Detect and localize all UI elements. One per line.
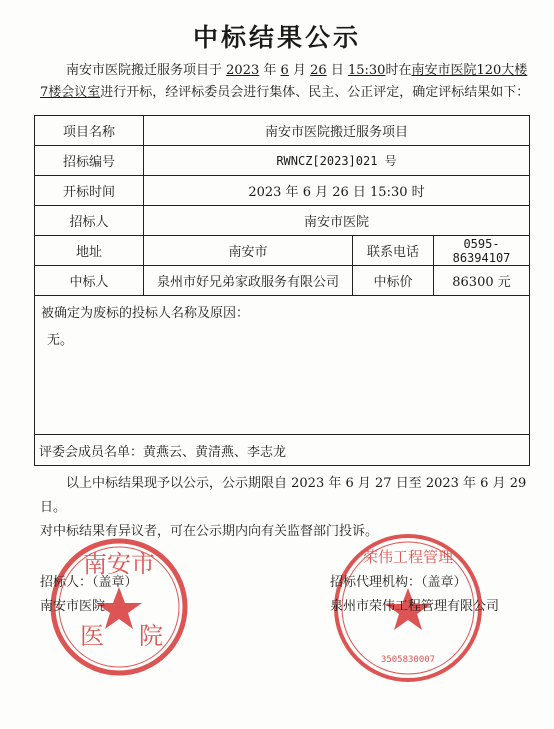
open-time-value: 2023 年 6 月 26 日 15:30 时 (144, 176, 530, 206)
winner-value: 泉州市好兄弟家政服务有限公司 (144, 266, 353, 296)
tenderer-value: 南安市医院 (144, 206, 530, 236)
members-value: 黄燕云、黄清燕、李志龙 (143, 444, 287, 460)
svg-text:南安市: 南安市 (83, 550, 155, 578)
svg-text:医: 医 (80, 622, 104, 650)
winner-label: 中标人 (35, 266, 144, 296)
page-title: 中标结果公示 (192, 23, 361, 52)
table-row (35, 146, 530, 176)
price-value: 86300 元 (434, 266, 530, 296)
project-label: 项目名称 (35, 116, 144, 146)
notice-objection: 对中标结果有异议者，可在公示期内向有关监督部门投诉。 (40, 524, 379, 539)
intro-paragraph (40, 60, 532, 104)
project-value: 南安市医院搬迁服务项目 (144, 116, 530, 146)
price-label: 中标价 (353, 266, 434, 296)
intro-part1: 南安市医院搬迁服务项目于 (66, 63, 223, 78)
tenderer-name: 南安市医院 (40, 599, 106, 614)
open-time-label: 开标时间 (35, 176, 144, 206)
intro-day-unit: 日 (330, 63, 344, 78)
void-bid-value: 无。 (47, 333, 74, 348)
code-value: RWNCZ[2023]021 号 (144, 146, 530, 176)
void-bid-cell (35, 296, 530, 435)
agent-name: 泉州市荣伟工程管理有限公司 (330, 599, 500, 614)
table-row (35, 296, 530, 435)
table-row (35, 176, 530, 206)
intro-month-unit: 月 (292, 63, 306, 78)
code-label: 招标编号 (35, 146, 144, 176)
members-cell (35, 435, 530, 466)
intro-day: 26 (310, 63, 327, 78)
tenderer-signature (40, 571, 138, 619)
intro-place: 南安市医院120大楼7楼会议室 (40, 63, 528, 100)
table-row (35, 435, 530, 466)
tenderer-label: 招标人 (35, 206, 144, 236)
notice-period: 以上中标结果现予以公示，公示期限自 2023 年 6 月 27 日至 2023 年 6 月 29 日。 (40, 476, 527, 515)
svg-text:荣伟工程管理: 荣伟工程管理 (362, 548, 454, 566)
table-row (35, 206, 530, 236)
intro-part2: 进行开标，经评标委员会进行集体、民主、公正评定，确定评标结果如下： (100, 85, 530, 100)
table-row (35, 236, 530, 266)
tenderer-seal-label: 招标人：（盖章） (40, 575, 138, 590)
intro-month: 6 (280, 63, 289, 78)
void-bid-label: 被确定为废标的投标人名称及原因： (41, 306, 250, 321)
table-row (35, 266, 530, 296)
result-table (34, 115, 530, 466)
table-row (35, 116, 530, 146)
svg-text:3505830007: 3505830007 (380, 655, 436, 665)
svg-text:院: 院 (139, 622, 163, 650)
phone-value: 0595-86394107 (434, 236, 530, 266)
address-label: 地址 (35, 236, 144, 266)
intro-year-unit: 年 (263, 63, 277, 78)
intro-year: 2023 (226, 63, 260, 78)
agent-signature (330, 571, 499, 619)
members-label: 评委会成员名单： (39, 444, 144, 460)
intro-at: 时在 (385, 63, 412, 78)
address-value: 南安市 (144, 236, 353, 266)
phone-label: 联系电话 (353, 236, 434, 266)
agent-seal-label: 招标代理机构：（盖章） (330, 575, 467, 590)
intro-time: 15:30 (347, 63, 386, 78)
